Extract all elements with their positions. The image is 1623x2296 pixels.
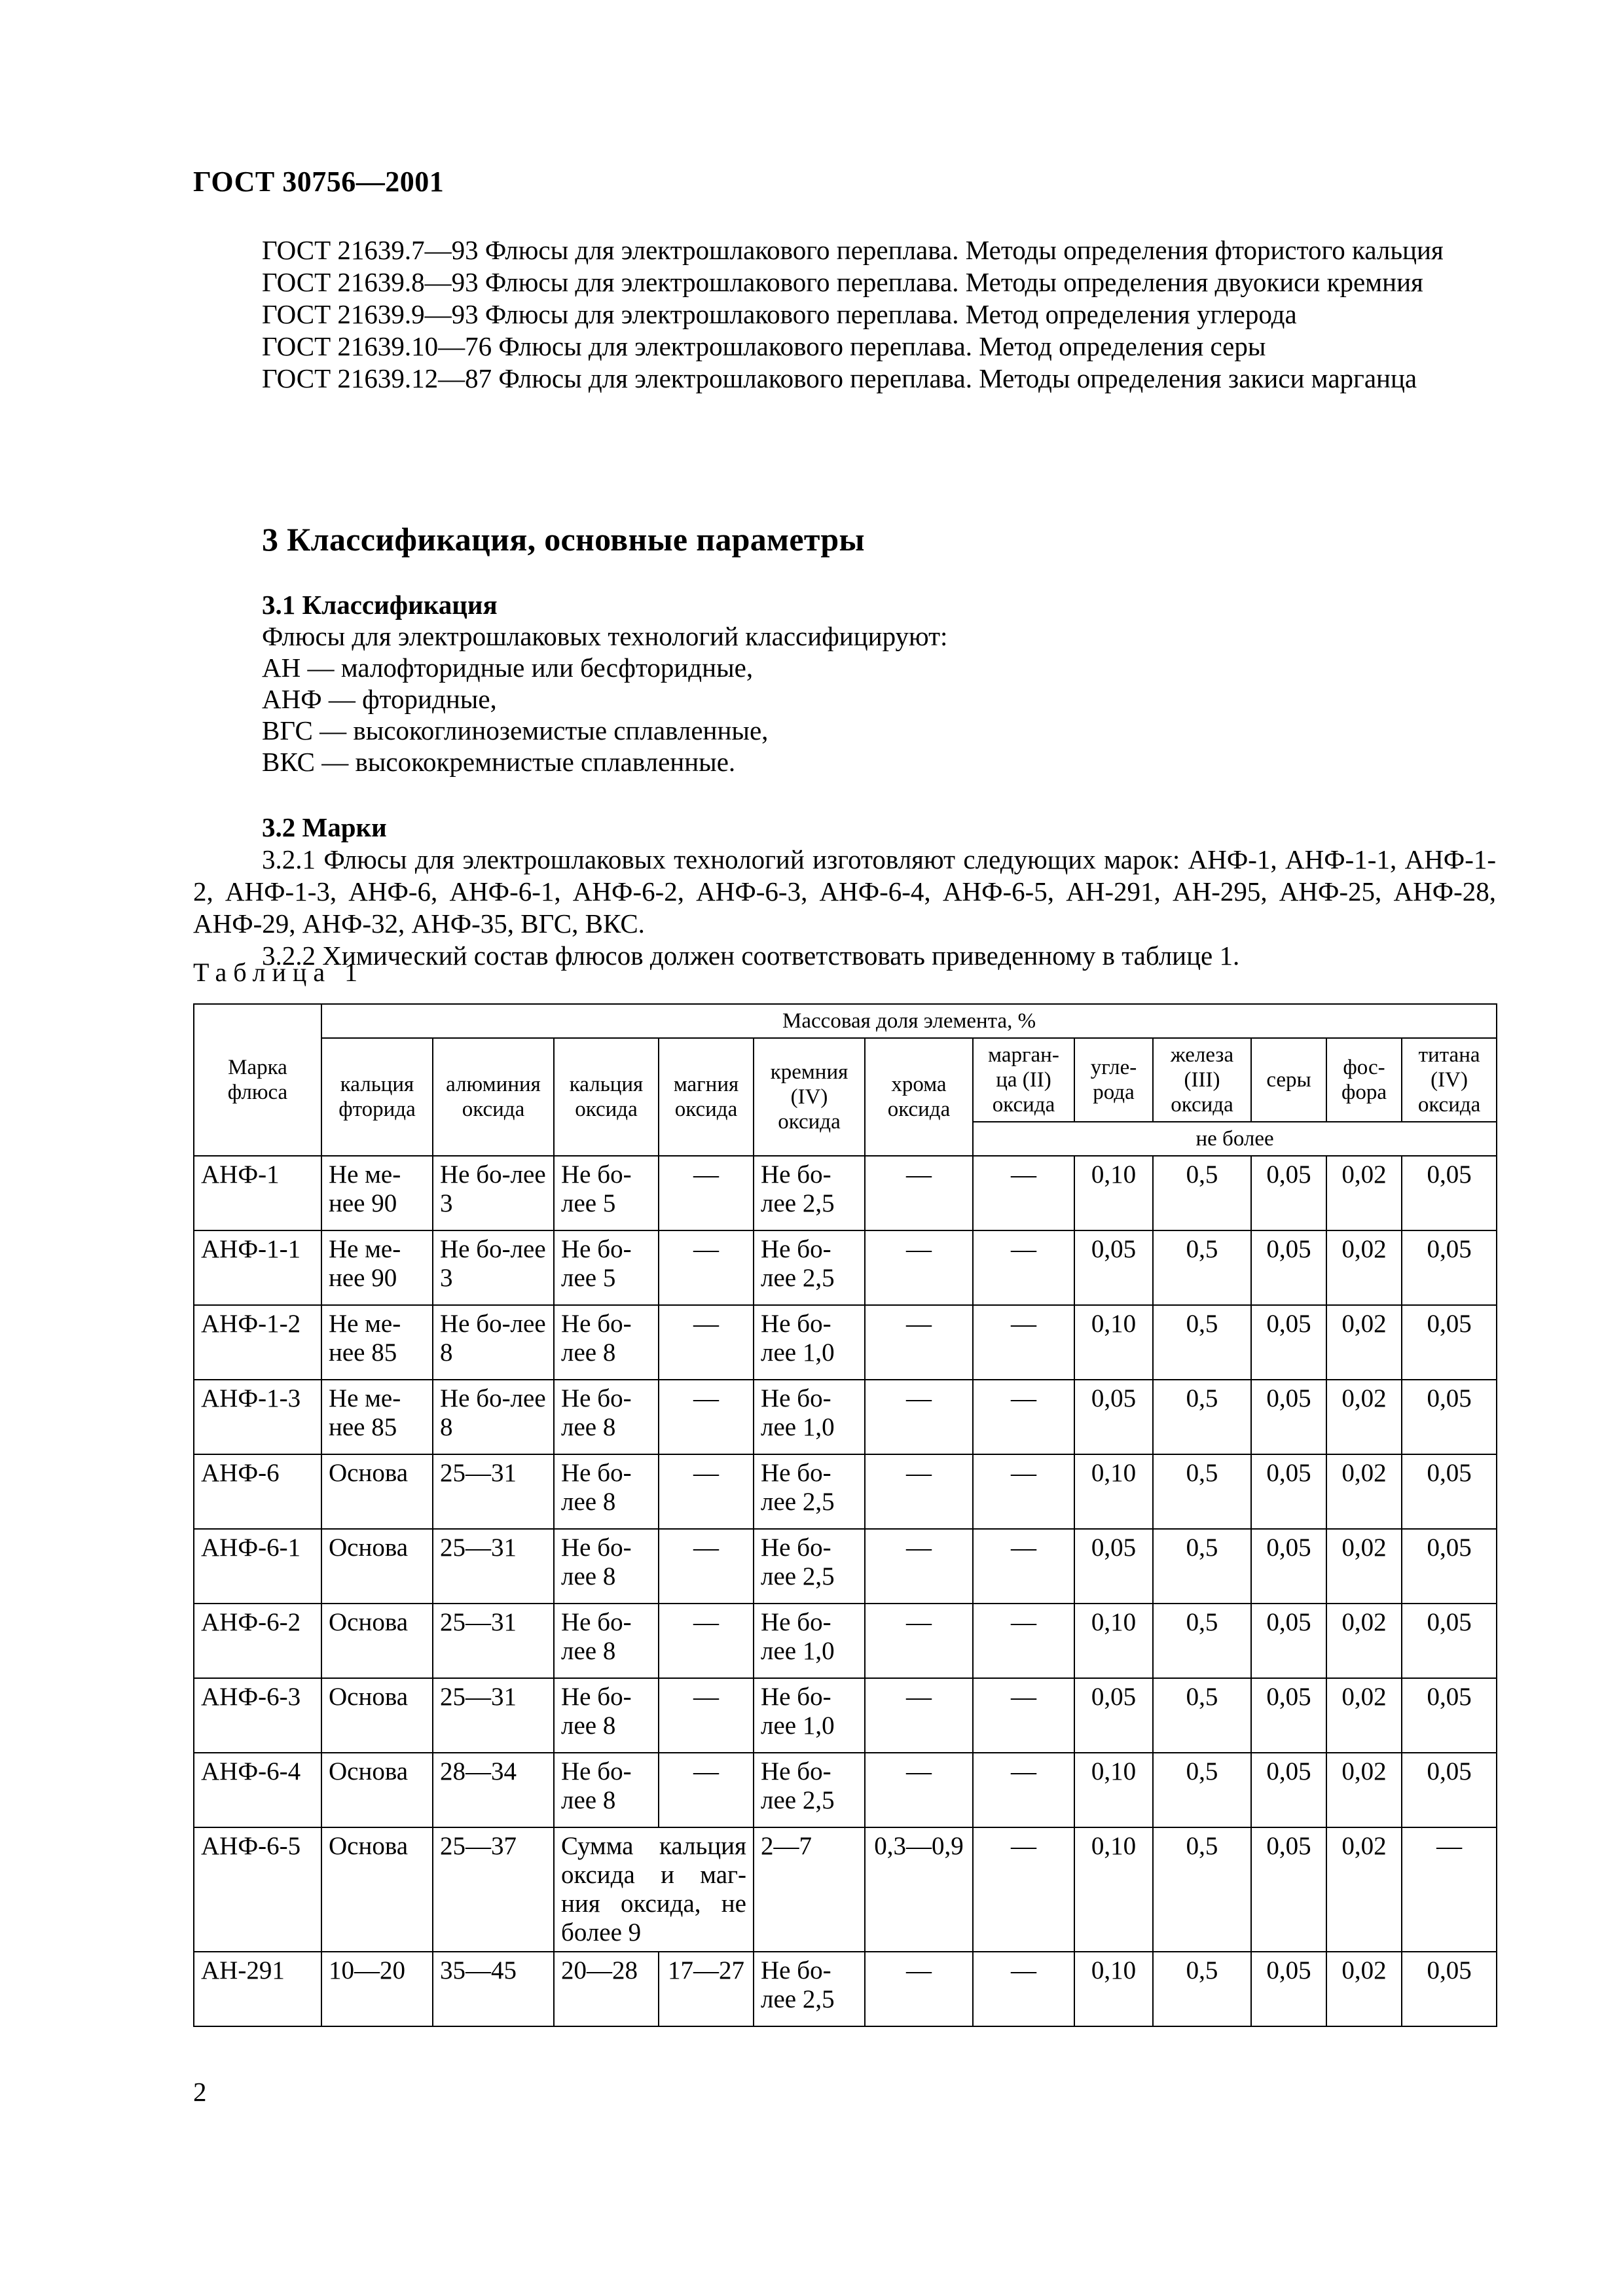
cell-ti: 0,05 — [1402, 1380, 1497, 1454]
cell-p: 0,02 — [1326, 1678, 1402, 1753]
cell-mark: АНФ-6-3 — [194, 1678, 321, 1753]
subsection-title: 3.2 Марки — [262, 812, 387, 842]
cell-cr: — — [865, 1753, 973, 1827]
cell-mn: — — [973, 1305, 1074, 1380]
cell-p: 0,02 — [1326, 1305, 1402, 1380]
cell-mgo: — — [659, 1380, 754, 1454]
header-col: магния оксида — [659, 1038, 754, 1156]
cell-cr: — — [865, 1156, 973, 1230]
cell-caf: Основа — [321, 1529, 433, 1604]
cell-mark: АНФ-1-2 — [194, 1305, 321, 1380]
header-col: алюминия оксида — [433, 1038, 554, 1156]
header-col: кальция оксида — [554, 1038, 659, 1156]
cell-cao: Не бо-лее 8 — [554, 1529, 659, 1604]
cell-fe: 0,5 — [1153, 1156, 1251, 1230]
cell-s: 0,05 — [1251, 1604, 1326, 1678]
cell-si: Не бо-лее 2,5 — [754, 1230, 865, 1305]
header-col: хрома оксида — [865, 1038, 973, 1156]
cell-p: 0,02 — [1326, 1380, 1402, 1454]
reference-item: ГОСТ 21639.12—87 Флюсы для электрошлакового переплава. Методы определения закиси марганца — [262, 363, 1417, 393]
header-group: Массовая доля элемента, % — [321, 1004, 1497, 1038]
cell-mn: — — [973, 1529, 1074, 1604]
table-caption: Таблица 1 — [193, 958, 365, 987]
cell-p: 0,02 — [1326, 1156, 1402, 1230]
table-row — [194, 1230, 1497, 1305]
page-number: 2 — [193, 2077, 207, 2107]
cell-mark: АНФ-6 — [194, 1454, 321, 1529]
cell-ti: 0,05 — [1402, 1753, 1497, 1827]
cell-caf: Не ме-нее 85 — [321, 1305, 433, 1380]
cell-combined: Сумма кальция оксида и маг-ния оксида, не более 9 — [554, 1827, 754, 1952]
header-mark: Марка флюса — [194, 1004, 321, 1156]
cell-ti: 0,05 — [1402, 1529, 1497, 1604]
cell-s: 0,05 — [1251, 1753, 1326, 1827]
cell-p: 0,02 — [1326, 1454, 1402, 1529]
cell-si: Не бо-лее 1,0 — [754, 1380, 865, 1454]
cell-cao: Не бо-лее 8 — [554, 1305, 659, 1380]
table-row — [194, 1156, 1497, 1230]
cell-s: 0,05 — [1251, 1529, 1326, 1604]
cell-caf: Основа — [321, 1604, 433, 1678]
cell-cr: — — [865, 1604, 973, 1678]
cell-cr: — — [865, 1952, 973, 2026]
cell-caf: Основа — [321, 1454, 433, 1529]
classification-item: АНФ — фторидные, — [262, 684, 497, 714]
cell-mark: АНФ-6-1 — [194, 1529, 321, 1604]
cell-al: Не бо-лее 8 — [433, 1305, 554, 1380]
table-row — [194, 1454, 1497, 1529]
cell-fe: 0,5 — [1153, 1529, 1251, 1604]
cell-ti: 0,05 — [1402, 1305, 1497, 1380]
cell-mn: — — [973, 1753, 1074, 1827]
cell-caf: Основа — [321, 1827, 433, 1952]
table-row — [194, 1305, 1497, 1380]
normative-references — [193, 234, 1496, 395]
cell-mn: — — [973, 1454, 1074, 1529]
cell-fe: 0,5 — [1153, 1380, 1251, 1454]
composition-table — [193, 1003, 1497, 2027]
marks-paragraph: 3.2.1 Флюсы для электрошлаковых технологий изготовляют следующих марок: АНФ-1, АНФ-1-1, АНФ-1-2, АНФ-1-3, АНФ-6, АНФ-6-1, АНФ-6-2, АНФ-6-3, АНФ-6-4, АНФ-6-5, АН-291, АН-295, АНФ-25, АНФ-28, АНФ-29, АНФ-32, АНФ-35, ВГС, ВКС. — [193, 844, 1496, 939]
page-header: ГОСТ 30756—2001 — [193, 166, 445, 198]
cell-si: Не бо-лее 1,0 — [754, 1678, 865, 1753]
cell-fe: 0,5 — [1153, 1753, 1251, 1827]
cell-caf: Основа — [321, 1678, 433, 1753]
cell-caf: Не ме-нее 85 — [321, 1380, 433, 1454]
cell-c: 0,10 — [1074, 1454, 1153, 1529]
table-row — [194, 1827, 1497, 1952]
cell-c: 0,05 — [1074, 1230, 1153, 1305]
cell-p: 0,02 — [1326, 1753, 1402, 1827]
cell-s: 0,05 — [1251, 1678, 1326, 1753]
cell-p: 0,02 — [1326, 1827, 1402, 1952]
cell-mgo: — — [659, 1604, 754, 1678]
cell-mark: АНФ-1-1 — [194, 1230, 321, 1305]
cell-c: 0,10 — [1074, 1753, 1153, 1827]
cell-ti: 0,05 — [1402, 1230, 1497, 1305]
cell-fe: 0,5 — [1153, 1305, 1251, 1380]
cell-mgo: — — [659, 1454, 754, 1529]
cell-si: Не бо-лее 2,5 — [754, 1156, 865, 1230]
cell-s: 0,05 — [1251, 1454, 1326, 1529]
cell-ti: 0,05 — [1402, 1454, 1497, 1529]
cell-mgo: — — [659, 1156, 754, 1230]
cell-c: 0,10 — [1074, 1604, 1153, 1678]
cell-caf: Не ме-нее 90 — [321, 1156, 433, 1230]
cell-al: Не бо-лее 8 — [433, 1380, 554, 1454]
cell-mn: — — [973, 1827, 1074, 1952]
header-col: титана (IV) оксида — [1402, 1038, 1497, 1122]
cell-cao: Не бо-лее 8 — [554, 1678, 659, 1753]
cell-al: 25—31 — [433, 1529, 554, 1604]
cell-c: 0,10 — [1074, 1827, 1153, 1952]
cell-mark: АНФ-6-2 — [194, 1604, 321, 1678]
header-col: кремния (IV) оксида — [754, 1038, 865, 1156]
classification-item: ВКС — высококремнистые сплавленные. — [262, 747, 736, 777]
cell-mgo: — — [659, 1529, 754, 1604]
cell-al: 25—31 — [433, 1454, 554, 1529]
classification-block — [262, 589, 1499, 778]
cell-ti: 0,05 — [1402, 1678, 1497, 1753]
cell-cao: Не бо-лее 8 — [554, 1454, 659, 1529]
cell-mn: — — [973, 1952, 1074, 2026]
table-body — [194, 1156, 1497, 2026]
composition-paragraph: 3.2.2 Химический состав флюсов должен соответствовать приведенному в таблице 1. — [262, 941, 1240, 971]
cell-ti: — — [1402, 1827, 1497, 1952]
cell-cr: — — [865, 1454, 973, 1529]
header-col: марган-ца (II) оксида — [973, 1038, 1074, 1122]
cell-caf: Не ме-нее 90 — [321, 1230, 433, 1305]
cell-cao: Не бо-лее 5 — [554, 1156, 659, 1230]
cell-cao: Не бо-лее 8 — [554, 1380, 659, 1454]
table-row — [194, 1952, 1497, 2026]
classification-item: ВГС — высокоглиноземистые сплавленные, — [262, 715, 769, 745]
cell-si: Не бо-лее 2,5 — [754, 1454, 865, 1529]
cell-cr: — — [865, 1529, 973, 1604]
cell-si: 2—7 — [754, 1827, 865, 1952]
cell-al: Не бо-лее 3 — [433, 1230, 554, 1305]
cell-mark: АНФ-1-3 — [194, 1380, 321, 1454]
cell-p: 0,02 — [1326, 1529, 1402, 1604]
cell-mn: — — [973, 1156, 1074, 1230]
cell-ti: 0,05 — [1402, 1156, 1497, 1230]
cell-mn: — — [973, 1678, 1074, 1753]
cell-s: 0,05 — [1251, 1827, 1326, 1952]
marks-block — [193, 812, 1496, 972]
table-row — [194, 1753, 1497, 1827]
cell-caf: Основа — [321, 1753, 433, 1827]
cell-al: 35—45 — [433, 1952, 554, 2026]
header-col: фос-фора — [1326, 1038, 1402, 1122]
cell-al: 25—31 — [433, 1604, 554, 1678]
cell-cao: 20—28 — [554, 1952, 659, 2026]
cell-mark: АНФ-1 — [194, 1156, 321, 1230]
cell-mgo: — — [659, 1753, 754, 1827]
cell-ti: 0,05 — [1402, 1604, 1497, 1678]
cell-c: 0,10 — [1074, 1952, 1153, 2026]
cell-al: 28—34 — [433, 1753, 554, 1827]
cell-fe: 0,5 — [1153, 1827, 1251, 1952]
cell-mgo: — — [659, 1678, 754, 1753]
cell-mgo: — — [659, 1305, 754, 1380]
cell-si: Не бо-лее 2,5 — [754, 1753, 865, 1827]
cell-si: Не бо-лее 1,0 — [754, 1305, 865, 1380]
cell-c: 0,10 — [1074, 1305, 1153, 1380]
cell-p: 0,02 — [1326, 1604, 1402, 1678]
reference-item: ГОСТ 21639.9—93 Флюсы для электрошлакового переплава. Метод определения углерода — [262, 299, 1297, 329]
cell-mark: АНФ-6-5 — [194, 1827, 321, 1952]
subsection-title: 3.1 Классификация — [262, 590, 498, 620]
cell-s: 0,05 — [1251, 1156, 1326, 1230]
cell-mark: АНФ-6-4 — [194, 1753, 321, 1827]
cell-mgo: — — [659, 1230, 754, 1305]
reference-item: ГОСТ 21639.8—93 Флюсы для электрошлакового переплава. Методы определения двуокиси кремния — [262, 267, 1423, 297]
cell-cao: Не бо-лее 8 — [554, 1604, 659, 1678]
cell-fe: 0,5 — [1153, 1604, 1251, 1678]
classification-intro: Флюсы для электрошлаковых технологий классифицируют: — [262, 621, 948, 651]
cell-fe: 0,5 — [1153, 1454, 1251, 1529]
cell-mgo: 17—27 — [659, 1952, 754, 2026]
cell-s: 0,05 — [1251, 1952, 1326, 2026]
header-not-more: не более — [973, 1122, 1497, 1156]
cell-cao: Не бо-лее 8 — [554, 1753, 659, 1827]
classification-item: АН — малофторидные или бесфторидные, — [262, 653, 754, 683]
cell-fe: 0,5 — [1153, 1678, 1251, 1753]
cell-si: Не бо-лее 2,5 — [754, 1952, 865, 2026]
reference-item: ГОСТ 21639.10—76 Флюсы для электрошлакового переплава. Метод определения серы — [262, 331, 1266, 361]
cell-c: 0,10 — [1074, 1156, 1153, 1230]
cell-si: Не бо-лее 2,5 — [754, 1529, 865, 1604]
cell-cao: Не бо-лее 5 — [554, 1230, 659, 1305]
header-col: угле-рода — [1074, 1038, 1153, 1122]
header-col: серы — [1251, 1038, 1326, 1122]
cell-c: 0,05 — [1074, 1678, 1153, 1753]
cell-cr: — — [865, 1230, 973, 1305]
cell-s: 0,05 — [1251, 1230, 1326, 1305]
cell-al: 25—31 — [433, 1678, 554, 1753]
cell-s: 0,05 — [1251, 1305, 1326, 1380]
cell-si: Не бо-лее 1,0 — [754, 1604, 865, 1678]
cell-mn: — — [973, 1380, 1074, 1454]
cell-p: 0,02 — [1326, 1952, 1402, 2026]
cell-caf: 10—20 — [321, 1952, 433, 2026]
table-row — [194, 1678, 1497, 1753]
cell-c: 0,05 — [1074, 1529, 1153, 1604]
reference-item: ГОСТ 21639.7—93 Флюсы для электрошлакового переплава. Методы определения фтористого кальция — [262, 235, 1444, 265]
cell-cr: — — [865, 1678, 973, 1753]
cell-al: 25—37 — [433, 1827, 554, 1952]
cell-mark: АН-291 — [194, 1952, 321, 2026]
cell-al: Не бо-лее 3 — [433, 1156, 554, 1230]
cell-fe: 0,5 — [1153, 1230, 1251, 1305]
table-row — [194, 1529, 1497, 1604]
cell-cr: 0,3—0,9 — [865, 1827, 973, 1952]
header-col: железа (III) оксида — [1153, 1038, 1251, 1122]
cell-mn: — — [973, 1604, 1074, 1678]
cell-mn: — — [973, 1230, 1074, 1305]
cell-s: 0,05 — [1251, 1380, 1326, 1454]
section-title: 3 Классификация, основные параметры — [262, 521, 865, 558]
cell-ti: 0,05 — [1402, 1952, 1497, 2026]
cell-p: 0,02 — [1326, 1230, 1402, 1305]
cell-c: 0,05 — [1074, 1380, 1153, 1454]
header-col: кальция фторида — [321, 1038, 433, 1156]
table-row — [194, 1604, 1497, 1678]
cell-fe: 0,5 — [1153, 1952, 1251, 2026]
table-row — [194, 1380, 1497, 1454]
cell-cr: — — [865, 1380, 973, 1454]
cell-cr: — — [865, 1305, 973, 1380]
